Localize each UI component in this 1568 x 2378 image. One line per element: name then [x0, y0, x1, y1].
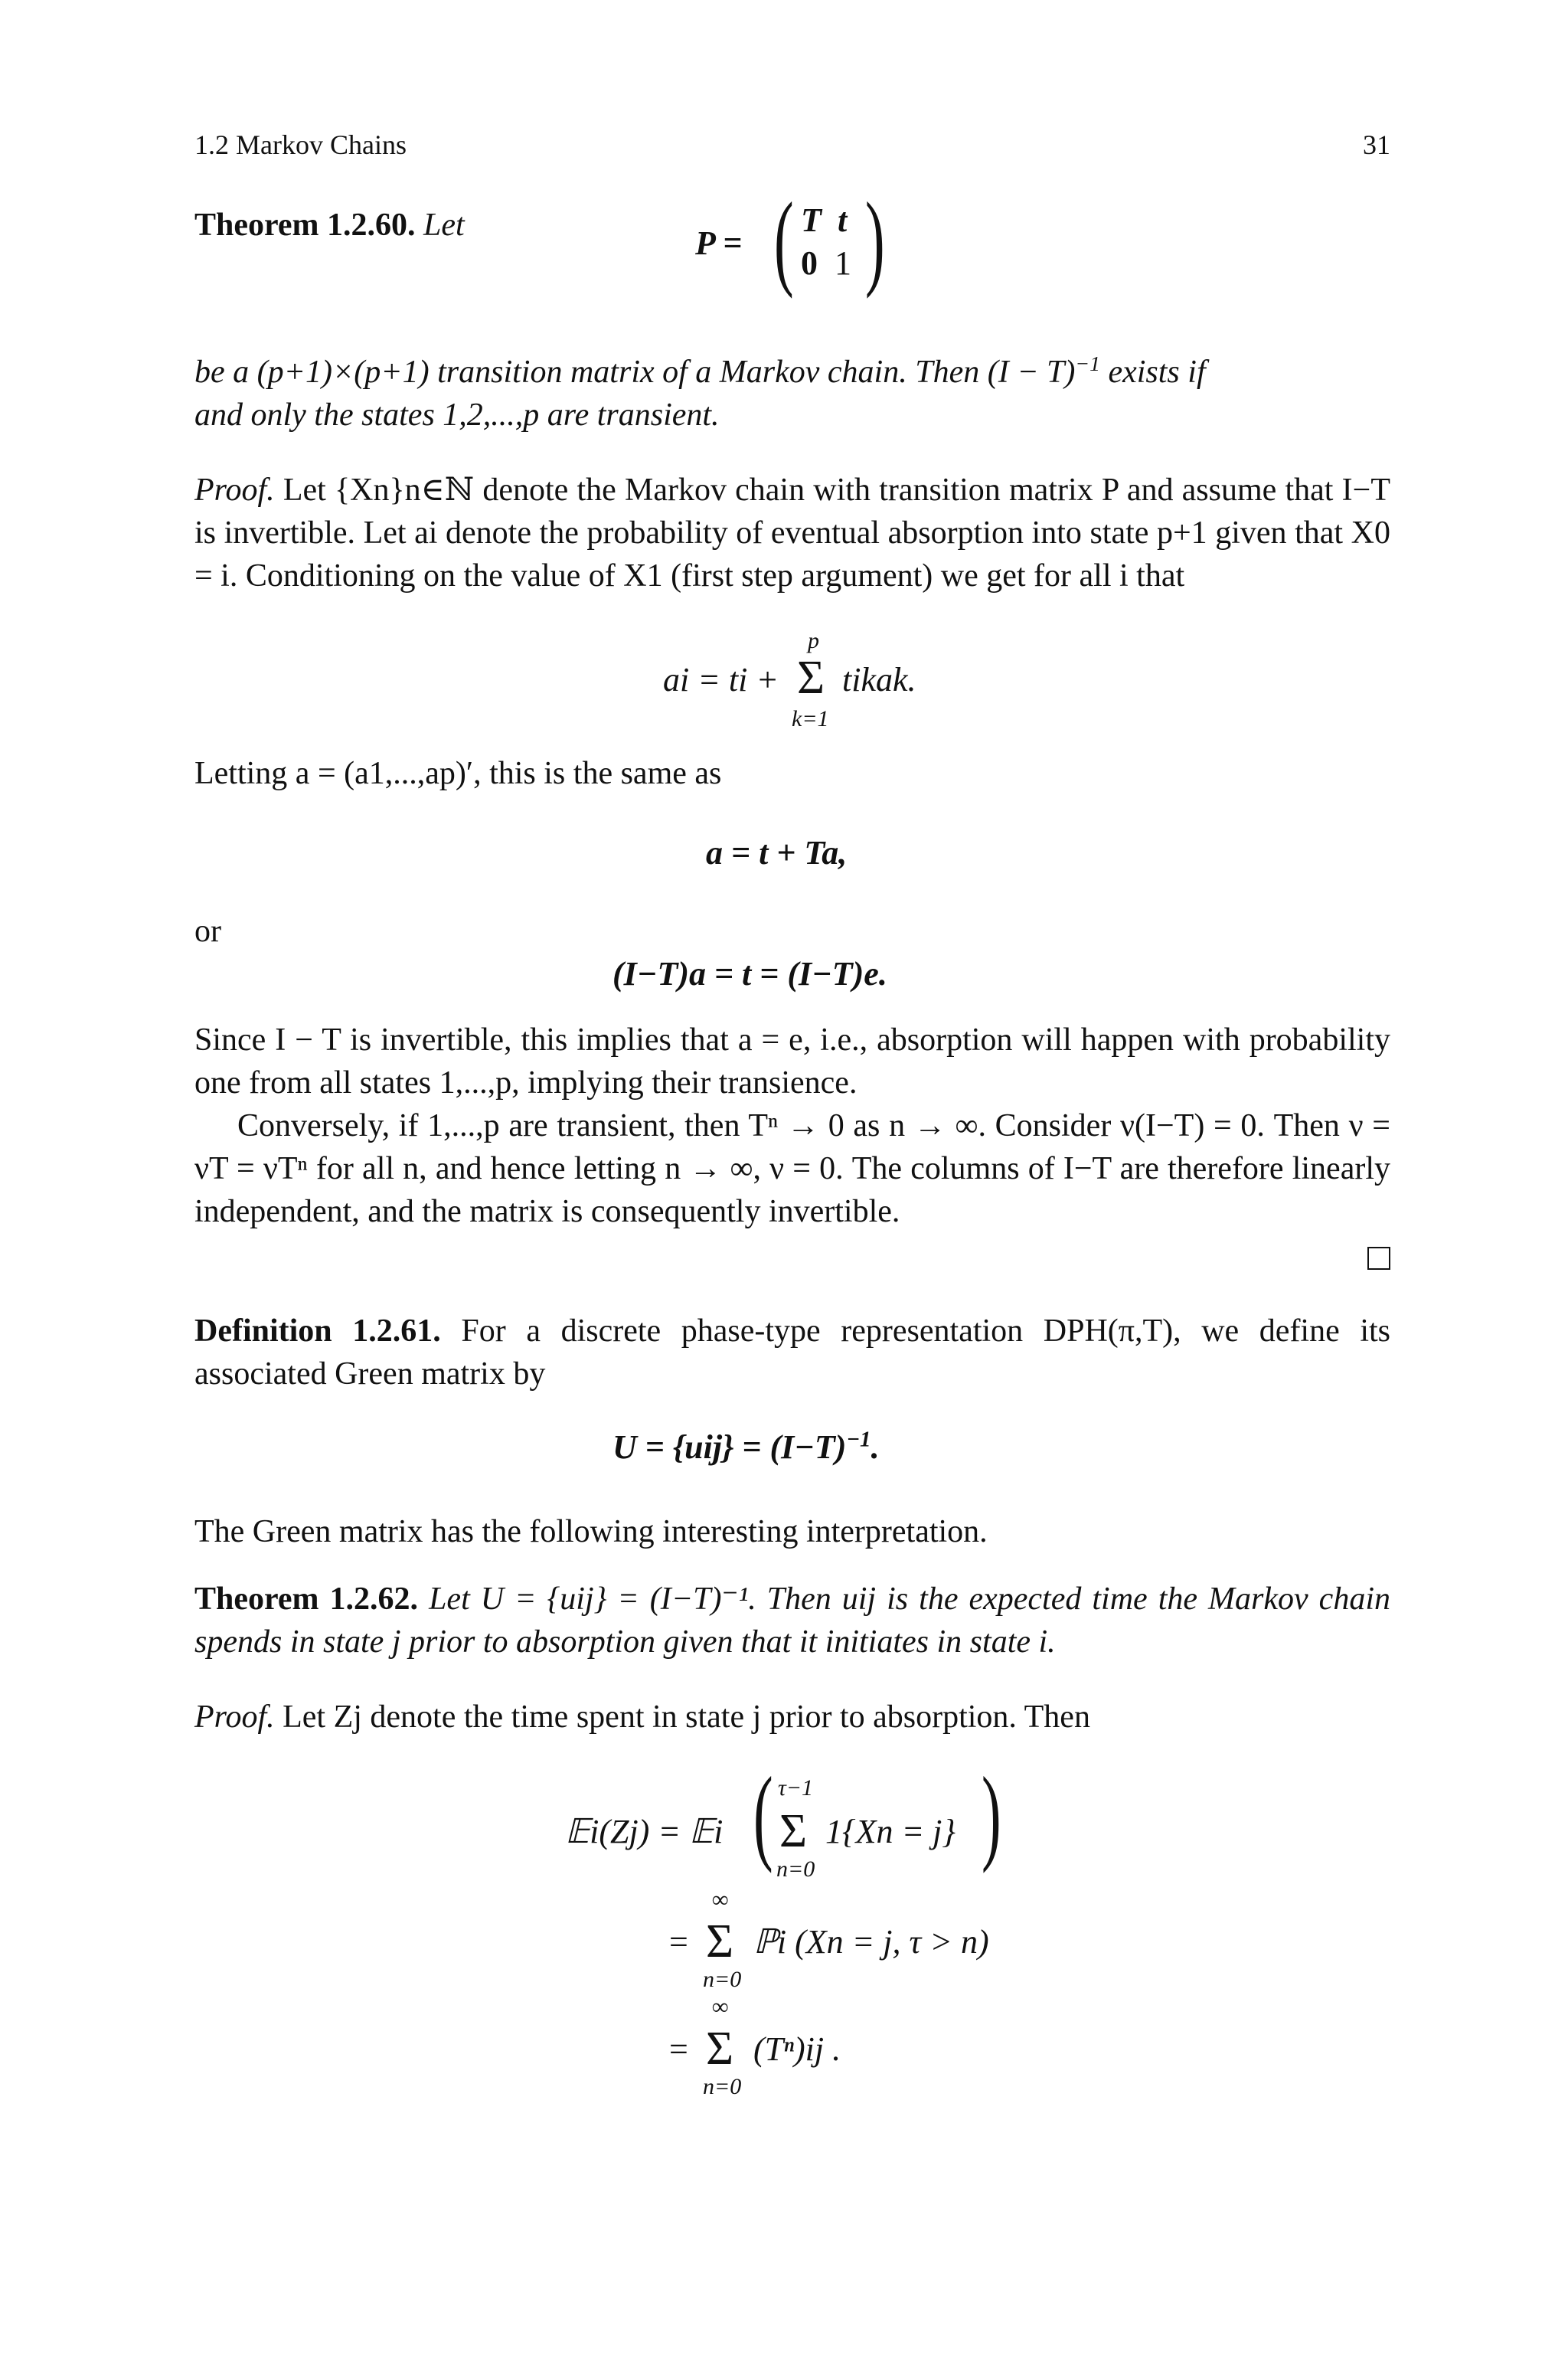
row1-upper: τ−1: [778, 1775, 813, 1801]
eq1-lhs: ai = ti +: [663, 661, 779, 698]
row3-lower: n=0: [703, 2074, 742, 2099]
definition-label: Definition 1.2.61.: [194, 1313, 441, 1349]
proof-2-paragraph: Proof. Let Zj denote the time spent in state j prior to absorption. Then: [194, 1699, 1090, 1735]
theorem-label: Theorem 1.2.60.: [194, 208, 416, 243]
definition-1-2-61: Definition 1.2.61. For a discrete phase-type representation DPH(π,T), we define its associated Green matrix by: [194, 1313, 1391, 1392]
matrix-T: T: [801, 201, 822, 239]
row3-sum: Σ: [706, 2023, 734, 2075]
qed-symbol: [1367, 1247, 1390, 1270]
row2-eq: =: [669, 1923, 688, 1961]
row2-upper: ∞: [712, 1887, 729, 1912]
running-head-section: 1.2 Markov Chains: [194, 129, 407, 160]
row3-body: (Tⁿ)ij .: [753, 2030, 841, 2068]
row3-upper: ∞: [712, 1994, 729, 2020]
green-matrix-equation: $U = \{uij\} = (I-T)^{-1}$.: [612, 1427, 880, 1466]
matrix-lhs: P =: [695, 224, 743, 262]
green-matrix-interpretation: The Green matrix has the following interesting interpretation.: [194, 1514, 988, 1549]
matrix-zero: 0: [801, 244, 818, 282]
page-number: 31: [1363, 129, 1390, 160]
left-paren: (: [774, 181, 794, 299]
row2-body: ℙi (Xn = j, τ > n): [753, 1923, 989, 1961]
row3-eq: =: [669, 2030, 688, 2068]
matrix-one: 1: [835, 244, 851, 282]
eq-a-t-Ta: a = t + Ta,: [706, 834, 848, 872]
proof-1-or: or: [194, 914, 221, 949]
theorem-1-2-60-statement: be a (p+1)×(p+1) transition matrix of a Markov chain. Then $(I - T)^{-1}$ exists if and only the states 1,2,...,p are transient.: [194, 352, 1206, 433]
sum-sign: Σ: [797, 652, 825, 704]
sum-lower: k=1: [792, 706, 829, 731]
row1-left-paren: (: [753, 1755, 773, 1874]
eq-I-minus-T: (I−T)a = t = (I−T)e.: [612, 955, 887, 993]
page: [194, 0, 1390, 2378]
eq1-rhs: tikak.: [842, 661, 916, 698]
theorem-lead: Let: [423, 208, 465, 243]
row1-lower: n=0: [776, 1856, 815, 1882]
theorem-1-2-62: Theorem 1.2.62. Let U = {uij} = (I−T)⁻¹. Then uij is the expected time the Markov chain spends in state j prior to absorption given that it initiates in state i.: [194, 1582, 1390, 1660]
proof-1-letting: Letting a = (a1,...,ap)′, this is the same as: [194, 756, 722, 791]
matrix-t: t: [838, 201, 848, 239]
proof-1-conversely: Conversely, if 1,...,p are transient, then Tⁿ → 0 as n → ∞. Consider ν(I−T) = 0. Then ν = νT = νTⁿ for all n, and hence letting n → ∞, ν = 0. The columns of I−T are therefore linearly independent, and the matrix is consequently invertible.: [194, 1108, 1390, 1229]
proof-1-paragraph: Proof. Let {Xn}n∈ℕ denote the Markov chain with transition matrix P and assume that I−T is invertible. Let ai denote the probability of eventual absorption into state p+1 given that X0 = i. Conditioning on the value of X1 (first step argument) we get for all i that: [194, 473, 1390, 594]
row1-right-paren: ): [982, 1755, 1001, 1874]
sum-upper: p: [808, 628, 819, 653]
row2-lower: n=0: [703, 1967, 742, 1992]
theorem-label: Theorem 1.2.62.: [194, 1582, 419, 1617]
proof-label: Proof.: [194, 473, 275, 508]
row1-body: 1{Xn = j}: [825, 1813, 956, 1850]
right-paren: ): [865, 181, 885, 299]
row1-sum: Σ: [779, 1805, 808, 1857]
proof-1-since: Since I − T is invertible, this implies that a = e, i.e., absorption will happen with probability one from all states 1,...,p, implying their transience.: [194, 1022, 1390, 1101]
row1-lhs: 𝔼i(Zj) = 𝔼i: [565, 1813, 724, 1850]
proof-label: Proof.: [194, 1699, 275, 1735]
row2-sum: Σ: [706, 1915, 734, 1967]
